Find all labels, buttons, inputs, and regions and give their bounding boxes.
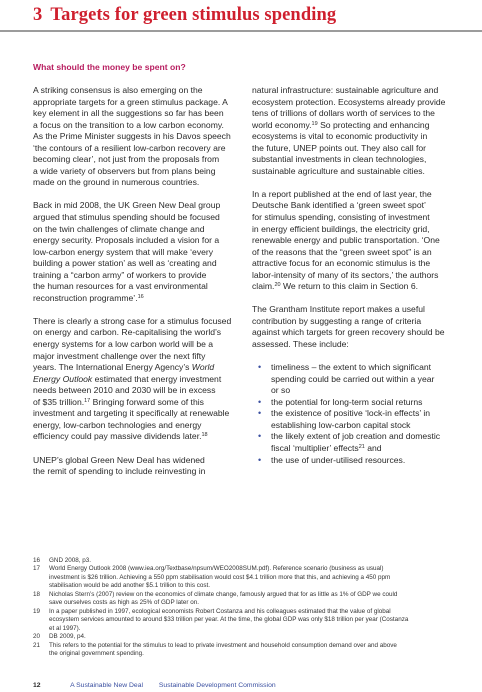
text-line: tens of trillions of dollars worth of services to the xyxy=(252,108,435,119)
text-line xyxy=(252,120,460,132)
right-paragraph-3 xyxy=(252,304,460,350)
list-item xyxy=(252,431,460,454)
text-fragment: fiscal ‘multiplier’ effects xyxy=(271,442,359,453)
footnote-ref[interactable]: 18 xyxy=(201,432,208,439)
list-item xyxy=(252,397,460,409)
list-item xyxy=(252,408,460,431)
organisation-name: Sustainable Development Commission xyxy=(158,682,276,689)
right-paragraph-2 xyxy=(252,189,460,293)
text-fragment: claim. xyxy=(252,281,275,292)
left-paragraph-1 xyxy=(33,85,241,189)
text-line: save ourselves costs as high as 25% of GDP later on. xyxy=(49,599,200,607)
page-footer xyxy=(33,682,276,689)
text-line: on energy and carbon. Re-capitalising the world’s xyxy=(33,327,222,338)
text-line xyxy=(271,443,460,455)
text-line: ecosystem protection. Ecosystems already provide xyxy=(252,96,446,107)
text-line xyxy=(33,293,241,305)
text-line: or so xyxy=(271,385,291,396)
left-paragraph-3 xyxy=(33,316,241,443)
footnote-number: 21 xyxy=(33,641,41,649)
text-fragment: So protecting and enhancing xyxy=(320,119,430,130)
footnote-text xyxy=(49,608,408,633)
footnote-ref[interactable]: 20 xyxy=(274,282,281,289)
text-line: appropriate targets for a green stimulus package. A xyxy=(33,96,228,107)
text-fragment: reconstruction programme’. xyxy=(33,292,138,303)
text-line: on the twin challenges of climate change and xyxy=(33,223,205,234)
text-fragment: years. The International Energy Agency’s xyxy=(33,362,190,373)
text-line: investment is $26 trillion. Achieving a 550 ppm stabilisation would cost $4.1 trillion more that this, and achieving a 450 ppm xyxy=(49,573,391,581)
text-line: assessed. These include: xyxy=(252,339,349,350)
text-line: World Energy Outlook 2008 (www.iea.org/Textbase/npsum/WEO2008SUM.pdf). Reference scenario (business as usual) xyxy=(49,565,384,573)
text-line: the original government spending. xyxy=(49,649,144,657)
text-line: attractive focus for an economic stimulus is the xyxy=(252,258,431,269)
text-line: et al 1997). xyxy=(49,624,81,632)
text-line: for stimulus spending, consisting of investment xyxy=(252,212,430,223)
footnote xyxy=(33,565,463,590)
text-line: ‘the contours of a resilient low-carbon recovery are xyxy=(33,142,226,153)
text-line: • the use of under-utilised resources. xyxy=(271,454,406,465)
footnote-text xyxy=(49,642,397,659)
text-line: a focus on the transition to a low carbon economy. xyxy=(33,119,224,130)
footnote xyxy=(33,591,463,608)
text-line xyxy=(33,431,241,443)
text-line: Back in mid 2008, the UK Green New Deal group xyxy=(33,200,221,211)
text-fragment: of $35 trillion. xyxy=(33,396,85,407)
footnote-ref[interactable]: 16 xyxy=(137,293,144,300)
text-line: against which targets for green recovery should be xyxy=(252,327,445,338)
footnote xyxy=(33,608,463,633)
footnote-number: 18 xyxy=(33,590,41,598)
text-line: Nicholas Stern’s (2007) review on the economics of climate change, famously argued that for as little as 1% of GDP we could xyxy=(49,590,398,598)
text-fragment: world economy. xyxy=(252,119,312,130)
text-line: Deutsche Bank identified a ‘green sweet spot’ xyxy=(252,200,426,211)
text-fragment: estimated that energy investment xyxy=(94,373,222,384)
text-fragment: Bringing forward some of this xyxy=(92,396,204,407)
text-line xyxy=(252,281,460,293)
footnotes xyxy=(33,557,463,658)
text-line: DB 2009, p4. xyxy=(49,633,86,641)
text-line: becoming clear’, not just from the proposals from xyxy=(33,154,220,165)
footnote-number: 16 xyxy=(33,557,41,564)
text-line: the human resources for a vast environmental xyxy=(33,281,208,292)
footnote-text xyxy=(49,633,86,641)
left-paragraph-4 xyxy=(33,455,241,478)
text-line: low-carbon energy system that will make ‘every xyxy=(33,246,214,257)
chapter-rule xyxy=(0,30,482,32)
text-line: UNEP’s global Green New Deal has widened xyxy=(33,454,205,465)
text-line: • the potential for long-term social returns xyxy=(271,396,423,407)
chapter-title-text: Targets for green stimulus spending xyxy=(50,5,337,25)
text-line: natural infrastructure: sustainable agriculture and xyxy=(252,85,439,95)
publication-title: Energy Outlook xyxy=(33,373,93,384)
text-line: • the likely extent of job creation and domestic xyxy=(271,431,441,442)
text-line: made on the ground in numerous countries. xyxy=(33,177,200,188)
text-line: The Grantham Institute report makes a useful xyxy=(252,304,425,315)
footnote xyxy=(33,642,463,659)
text-line: the remit of spending to include reinvesting in xyxy=(33,466,206,477)
publication-title-footer: A Sustainable New Deal xyxy=(70,682,143,689)
text-line: This refers to the potential for the stimulus to lead to private investment and household consumption demand over and above xyxy=(49,641,397,649)
text-line: stabilisation would be add another $5.1 trillion to this cost. xyxy=(49,582,211,590)
chapter-number: 3 xyxy=(33,5,43,25)
text-line: needs between 2010 and 2030 will be in excess xyxy=(33,385,216,396)
text-line: contribution by suggesting a range of criteria xyxy=(252,315,422,326)
text-line: energy systems for a low carbon world will be a xyxy=(33,339,214,350)
criteria-list xyxy=(252,362,460,466)
text-line: a wide variety of observers but from plans being xyxy=(33,165,216,176)
footnote xyxy=(33,633,463,641)
footnote-text xyxy=(49,565,390,590)
text-line: argued that stimulus spending should be focused xyxy=(33,212,220,223)
text-line: key element in all the suggestions so far has been xyxy=(33,108,224,119)
left-column xyxy=(33,85,241,478)
text-line: labor-intensity of many of its sectors,’ the authors xyxy=(252,269,439,280)
list-item xyxy=(252,455,460,467)
footnote-number: 20 xyxy=(33,633,41,641)
text-line: building a power station’ as well as ‘creating and xyxy=(33,258,217,269)
text-fragment: We return to this claim in Section 6. xyxy=(282,281,418,292)
right-paragraph-1 xyxy=(252,85,460,177)
text-line: in energy efficient buildings, the electricity grid, xyxy=(252,223,430,234)
footnote-text xyxy=(49,591,397,608)
page-number: 12 xyxy=(33,682,41,689)
text-line: spending could be carried out within a year xyxy=(271,373,435,384)
text-line: There is clearly a strong case for a stimulus focused xyxy=(33,315,232,326)
section-heading: What should the money be spent on? xyxy=(33,62,186,72)
text-line xyxy=(33,362,241,374)
text-line: renewable energy and public transportation. ‘One xyxy=(252,235,440,246)
text-line: investment and targeting it specifically at renewable xyxy=(33,408,230,419)
chapter-title xyxy=(33,5,336,26)
footnote-ref[interactable]: 19 xyxy=(311,120,318,127)
footnote-text xyxy=(49,557,91,565)
text-line: GND 2008, p3. xyxy=(49,557,92,564)
text-line xyxy=(33,397,241,409)
footnote xyxy=(33,557,463,565)
left-paragraph-2 xyxy=(33,200,241,304)
text-fragment: efficiency could pay massive dividends later. xyxy=(33,431,202,442)
footnote-number: 17 xyxy=(33,565,41,573)
text-line: In a paper published in 1997, ecological economists Robert Costanza and his colleagues estimated that the value of global xyxy=(49,607,391,615)
text-line xyxy=(33,374,241,386)
text-line: training a “carbon army” of workers to provide xyxy=(33,269,207,280)
text-fragment: and xyxy=(367,442,382,453)
text-line: sustainable agriculture and sustainable cities. xyxy=(252,165,425,176)
right-column xyxy=(252,85,460,466)
text-line: substantial investments in clean technologies, xyxy=(252,154,427,165)
text-line: energy security. Proposals included a vision for a xyxy=(33,235,220,246)
text-line: As the Prime Minister suggests in his Davos speech xyxy=(33,131,231,142)
text-line: A striking consensus is also emerging on the xyxy=(33,85,203,95)
footnote-number: 19 xyxy=(33,607,41,615)
footnote-ref[interactable]: 21 xyxy=(358,443,365,450)
text-line: energy, low-carbon technologies and energy xyxy=(33,419,202,430)
text-line: major investment challenge over the next fifty xyxy=(33,350,206,361)
list-item xyxy=(252,362,460,397)
text-line: ecosystem services amounted to around $33 trillion per year. At the time, the global GDP was only $18 trillion per year (Costanza xyxy=(49,616,409,624)
text-line: • the existence of positive ‘lock-in effects’ in xyxy=(271,408,431,419)
text-line: the future, UNEP points out. They also call for xyxy=(252,142,427,153)
text-line: of the reasons that the “green sweet spot” is an xyxy=(252,246,432,257)
footnote-ref[interactable]: 17 xyxy=(84,397,91,404)
text-line: • timeliness – the extent to which significant xyxy=(271,362,432,373)
text-line: In a report published at the end of last year, the xyxy=(252,188,432,199)
text-line: ecosystems is vital to economic productivity in xyxy=(252,131,428,142)
text-line: establishing low-carbon capital stock xyxy=(271,419,411,430)
publication-title: World xyxy=(191,362,215,373)
